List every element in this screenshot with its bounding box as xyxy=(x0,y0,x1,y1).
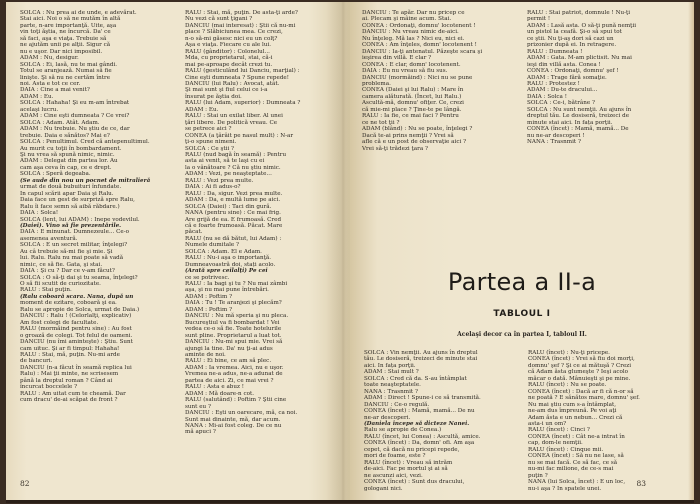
text-line: DANCIU (n-a făcut în seamă replica lui xyxy=(20,364,132,371)
page-number-left: 82 xyxy=(20,479,30,488)
text-line: noi. Asta e tot ce cer. xyxy=(20,80,81,87)
text-line: DAIA : Şi cu ? Dar ce v-am făcut? xyxy=(20,268,115,275)
left-page xyxy=(6,2,350,500)
text-line: Au murit cu toţii în bombardament. xyxy=(20,145,122,152)
text-line: DANCIU : Ralu ! (Celorlalţi, explicativ) xyxy=(20,313,132,320)
text-line: Şi nu vrea să spună nimic, nimic. xyxy=(20,151,115,158)
text-line: ADAM : Stai mult ? xyxy=(364,369,419,376)
text-line: Ralu) : Mai ţii minte, ne scrisesem xyxy=(20,371,119,378)
right-page xyxy=(350,2,694,500)
text-line: SOLCA : Cred că da. S-au întâmplat xyxy=(364,375,467,382)
text-line: SOLCA : Ce-i, bătrâne ? xyxy=(527,100,596,107)
text-line: mă apuci ? xyxy=(185,429,216,436)
text-line: SOLCA : Nu prea ai de unde, e adevărat. xyxy=(20,10,137,16)
text-line: ne ajutăm unii pe alţii. Sigur că xyxy=(20,42,111,49)
text-line: (Ralu coboară scara. Nana, după un xyxy=(20,293,134,300)
text-line: In capul scării apar Daia şi Ralu. xyxy=(20,190,114,197)
text-line: Dacă te-ai prins nemţii ? Vrei să xyxy=(362,132,454,139)
text-line: RALU (gesticulând lui Danciu, marţial) : xyxy=(185,68,300,75)
text-line: nu se mai facă. Ce să fac, ce să xyxy=(528,459,618,466)
text-line: DANCIU (mormăind) : Nici nu se pune xyxy=(362,74,473,81)
text-line: minute stai aici. In fața porţii. xyxy=(527,119,613,126)
part-heading: Partea a II-a xyxy=(447,268,597,296)
text-line: NANA (pentru sine) : Ce mai frig. xyxy=(185,210,281,217)
text-line: RALU (încet, lui Conea) : Ascultă, amice. xyxy=(364,433,481,440)
text-line: urmat de două bubuituri înfundate. xyxy=(20,184,122,191)
book-spread xyxy=(6,2,694,503)
text-line: CONEA (încet) : Da, domn' ofi. Am aşa xyxy=(364,440,475,447)
text-line: RALU : Ia bagi şi tu ? Nu mai zâmbi xyxy=(185,281,288,288)
text-line: CONEA (încet) : Cât ne-a intrat în xyxy=(528,433,625,440)
text-line: măcar o dată. Mânuieşti şi pe mine. xyxy=(528,375,631,382)
text-line: toate neaşteptatele. xyxy=(364,382,421,389)
text-line: Bucureştiul va fi bombardat ! Vei xyxy=(185,319,280,326)
text-line: mai pe-aproape decât crezi tu. xyxy=(185,61,273,68)
text-line: prizonier după ei. In retragere. xyxy=(527,42,617,49)
text-line: DANCIU : Nu-mi spui mie. Vrei să xyxy=(185,339,283,346)
text-line: ADAM : Eu. xyxy=(20,93,54,100)
tableau-heading: TABLOUL I xyxy=(493,309,551,319)
text-line: Totul se aranjează. Numai să fie xyxy=(20,68,112,75)
text-line: ADAM : Du-te dracului... xyxy=(527,87,598,94)
text-line: trebuie. Daia e sănătos? Mai e? xyxy=(20,132,110,139)
text-line: nimic, ce să fie. Gata, şi stai. xyxy=(20,261,103,268)
text-line: sunt pline. Proprietarul a luat tot. xyxy=(185,332,282,339)
text-line: DANCIU : Nu vreau nimic de-aici. xyxy=(362,29,459,36)
text-line: (Se aude din nou un pocnet de mitralieră xyxy=(20,177,151,184)
text-line: DAIA : Tu ! Te aranjezi şi plecăm? xyxy=(185,300,282,307)
text-line: SOLCA : Speră degeaba. xyxy=(20,171,91,178)
text-line: (Daniela începe să dicteze Nanei. xyxy=(364,420,470,427)
text-line: se petrece aici ? xyxy=(185,126,232,133)
text-line: RALU : Da, sigur. Vezi prea multe. xyxy=(185,190,283,197)
text-line: ne-am dus împreună. Pe voi aţi xyxy=(528,408,617,415)
text-line: camera alăturată. (Încet, lui Ralu.) xyxy=(362,93,462,100)
text-line: ADAM : Mă doare-n cot. xyxy=(185,390,255,397)
text-line: cap, dom-le nemţii. xyxy=(528,440,583,447)
text-line: RALU : Nu-i aşa o importanţă. xyxy=(185,255,272,262)
text-line: ajungi la tine. Da' nu ţi-ai adus xyxy=(185,345,273,352)
text-line: că mie-mi place ? Ţine-te pe lângă. xyxy=(362,106,462,113)
text-line: Stai aici. Noi o să ne mutăm în altă xyxy=(20,16,121,23)
left-page-column-1 xyxy=(20,10,175,450)
text-line: sunt eu ? xyxy=(185,403,211,410)
text-line: nu ne-ar descoperi ! xyxy=(527,132,585,139)
text-line: SOLCA : Hahaha! Şi eu m-am întrebat xyxy=(20,100,130,107)
text-line: ADAM : Vezi, pe neaşteptate... xyxy=(185,171,272,178)
text-line: DANCIU : Ia-ţi antenatul. Păzeşte scara şi xyxy=(362,48,483,55)
text-line: cepet, că dacă nu pricepi repede, xyxy=(364,446,460,453)
text-line: RALU : Asta e abuz ! xyxy=(185,384,245,391)
text-line: că e foarte frumoasă. Păcat. Mare xyxy=(185,222,283,229)
text-line: RALU : Am uitat cum te cheamă. Dar xyxy=(20,390,126,397)
right-page-top-column-1 xyxy=(362,10,517,152)
text-line: ai. Plecam şi mâine acum. Stai. xyxy=(362,16,452,23)
text-line: Ascultă-mă, domnu' ofiţer. Ce, crezi xyxy=(362,100,464,107)
text-line: păcat. xyxy=(185,229,203,236)
text-line: RALU : Dumneata ! xyxy=(527,48,583,55)
text-line: RALU : Protestez ! xyxy=(527,80,580,87)
text-line: DAIA : Eu nu vreau să fiu sus. xyxy=(362,68,448,75)
right-page-bottom-columns xyxy=(364,350,682,490)
text-line: ADAM : Direct ! Spune-i ce să transmită. xyxy=(364,395,481,402)
text-line: CONEA (încet) : Sunt dus dracului, xyxy=(364,479,465,486)
text-line: Dumneavoastră doi, stați acolo. xyxy=(185,261,276,268)
text-line: ADAM : Gata. M-am plictisit. Nu mai xyxy=(527,55,632,62)
text-line: NANA : Mi-ai fost coleg. De ce nu xyxy=(185,423,282,429)
text-line: DANCIU (mai interesat) : Ştii că nu-mi xyxy=(185,22,296,29)
text-line: RALU : Stai patriot, domnule ! Nu-ţi xyxy=(527,10,631,16)
text-line: de-aici. Fac pe mortul şi ai să xyxy=(364,466,448,473)
text-line: Nu înţeleg. Mă las ? Nici eu, nici ei. xyxy=(362,35,465,42)
right-page-bottom-column-1 xyxy=(364,350,518,490)
text-line: Ralu se apropie de Solca, urmat de Daia.) xyxy=(20,306,140,313)
text-line: RALU (încet) : Cinque mii. xyxy=(528,446,604,453)
text-line: Numele dumitale ? xyxy=(185,242,240,249)
text-line: SOLCA : O să-ţi dai şi tu seama, înţelegi? xyxy=(20,274,138,281)
text-line: ADAM : Ia vremea. Aici, nu e uşor. xyxy=(185,364,284,371)
text-line: RALU : Ei bine, ce am să plec. xyxy=(185,358,272,365)
text-line: Ralu se apropie de Conea.) xyxy=(364,427,442,434)
text-line: DANCIU : Nu mă speria şi nu pleca. xyxy=(185,313,289,320)
text-line: Aşa e viaţa. Fiecare cu ale lui. xyxy=(185,42,272,49)
text-line: aici. In fața porţii. xyxy=(364,362,416,369)
text-line: (Arată spre ceilalţi) Pe cei xyxy=(185,268,268,275)
right-page-top-columns xyxy=(362,10,682,152)
text-line: vedea ce-o să fie. Toate hotelurile xyxy=(185,326,282,333)
text-line: RALU (gânditor) : Colonelul... xyxy=(185,48,270,55)
text-line: SOLCA : Nu sunt nemţii. Au ajuns în xyxy=(527,106,632,113)
text-line: la o vânătoare ? Că nu ştiu nimic. xyxy=(185,164,281,171)
text-line: nu-i aşa ? In spatele unei. xyxy=(528,485,602,492)
text-line: aşa, şi nu mai pune întrebări. xyxy=(185,287,269,294)
text-line: RALU (nu se dă bătut, lui Adam) : xyxy=(185,235,282,242)
text-line: puţin ? xyxy=(528,472,548,479)
text-line: ţări libere. De politică vreau. Ce xyxy=(185,119,278,126)
text-line: RALU (nud bagă în seamă) : Pentru xyxy=(185,151,287,158)
text-line: DAIA : Solca ! xyxy=(527,93,567,100)
text-line: DAIA : Solca! xyxy=(20,210,59,217)
text-line: place ? Slăbiciunea mea. Ce crezi, xyxy=(185,29,283,36)
left-page-columns xyxy=(20,10,340,450)
text-line: Nu mai ştiu cum s-a întâmplat, xyxy=(528,401,617,408)
text-line: ce se potrivesc. xyxy=(185,274,230,281)
text-line: RALU (salutând) : Poftim ? Ştii cine xyxy=(185,397,287,404)
text-line: partea de aici. Zi, ce mai vrei ? xyxy=(185,377,274,384)
text-line: ieşirea din villă. E clar ? xyxy=(362,55,432,62)
text-line: parte, n-are importanţă. Uite, aşa xyxy=(20,22,117,29)
text-line: ne ascunzi aici, vezi. xyxy=(364,472,423,479)
text-line: dreptul tău. Le dosiseră, treizeci de xyxy=(527,113,630,120)
text-line: SOLCA (Daiei) : Taci din gură. xyxy=(185,203,272,210)
text-line: RALU (mormăind pentru sine) : Au fost xyxy=(20,326,132,333)
text-line: NANA : Trasnmit ? xyxy=(364,388,418,395)
text-line: tău. Le dosiseră, treizeci de minute stai xyxy=(364,356,478,363)
text-line: ne-ar descoperi. xyxy=(364,414,411,421)
right-page-top-column-2 xyxy=(527,10,682,146)
text-line: RALU : Vezi prea multe. xyxy=(185,177,254,184)
text-line: (Daiei). Vino să fie prezentările. xyxy=(20,222,122,229)
text-line: CONEA (a ţârâit pe nasul mult) : N-ar xyxy=(185,132,294,139)
text-line: RALU : Stai un exilat liber. Al unei xyxy=(185,113,283,120)
text-line: ADAM : Poftim ? xyxy=(185,306,233,313)
text-line: DANCIU (lui Ralu) : Avocat, atât. xyxy=(185,80,280,87)
text-line: cam uituc. Şi ar fi timpul: Hahaha! xyxy=(20,345,120,352)
text-line: mori de foame, este ? xyxy=(364,453,426,460)
text-line: DANCIU : Te apăr. Dar nu pricep ce xyxy=(362,10,465,16)
text-line: SOLCA : E un secret militar, înţelegi? xyxy=(20,242,128,249)
text-line: Au câ trebuie să-mi fie şi mie. Şi xyxy=(20,248,113,255)
text-line: ADAM (blând) : Nu se poate, înţelegi ? xyxy=(362,126,473,133)
text-line: DAIA : Cine a mai venit? xyxy=(20,87,90,94)
text-line: SOLCA : Adam. Atât. Adam. xyxy=(20,119,100,126)
text-line: CONEA : Am înţeles, domn' locotenent ! xyxy=(362,42,477,49)
page-edge xyxy=(688,2,694,500)
text-line: aminte de noi. xyxy=(185,352,226,359)
text-line: însurat pe ăştia doi. xyxy=(185,93,242,100)
text-line: asta-i un om? xyxy=(528,420,567,427)
text-line: ne poată ? E sănătos mare, domnu' şef. xyxy=(528,395,640,402)
text-line: ADAM : Eu. xyxy=(185,106,219,113)
text-line: RALU : Ia fie, ce mai faci ? Pentru xyxy=(362,113,459,120)
text-line: DAIA : E minunat. Dumnezeule... Ce-o xyxy=(20,229,130,236)
text-line: RALU : Stai, mă, puţin. De asta-ţi arde? xyxy=(185,10,298,16)
text-line: SOLCA : Penultimul. Cred că antepenultimul. xyxy=(20,139,150,146)
text-line: ADAM : Cine eşti dumneata ? Ce vrei? xyxy=(20,113,130,120)
text-line: Vremea ne-a adus, ne-a adunat de xyxy=(185,371,283,378)
text-line: vin toţi ăştia, ne încurcă. Da' ce xyxy=(20,29,111,36)
text-line: cum dracu' de-ai scăpat de front ? xyxy=(20,397,118,404)
text-line: ce ştii. Nu ţi-aş dori să cazi un xyxy=(527,35,614,42)
text-line: CONEA : E clar, domn' locotenent. xyxy=(362,61,461,68)
text-line: SOLCA : Ei, lasă, nu te mai gândi. xyxy=(20,61,118,68)
text-line: RALU (încet) : Nu-ţi pricepe. xyxy=(528,350,610,356)
text-line: CONEA (Daiei şi lui Ralu) : Mare în xyxy=(362,87,464,94)
text-line: Am fost colegi de facultate. xyxy=(20,319,99,326)
text-line: lui. Ralu. Ralu nu mai poate să vadă xyxy=(20,255,124,262)
text-line: Ralu îi face semn să aibă răbdare.) xyxy=(20,203,120,210)
text-line: RALU (încet) : Cinci ? xyxy=(528,427,590,434)
text-line: CONEA (încet) : Să nu ne lase, să xyxy=(528,453,624,460)
text-line: ce ne tot ţii ? xyxy=(362,119,400,126)
text-line: să faci, aşa e viaţa. Trebuie să xyxy=(20,35,107,42)
text-line: NANA (lui Solca, încet) : E un loc, xyxy=(528,479,626,486)
text-line: ADAM : Delegat din partea lor. Au xyxy=(20,158,118,165)
text-line: domnu' şef ? Şi ce ai mătuşă ? Crezi xyxy=(528,362,632,369)
text-line: CONEA (încet) : Mamă, mamă... De nu xyxy=(364,408,475,415)
text-line: ieşi din villă asta. Conea ! xyxy=(527,61,601,68)
text-line: NANA : Trasnmit ? xyxy=(527,139,581,146)
text-line: CONEA (încet) : Mamă, mamă... De xyxy=(527,126,629,133)
text-line: cam aşa ceva în cap, ce e drept. xyxy=(20,164,112,171)
text-line: CONEA (încet) : Vrei să fiu doi morţi, xyxy=(528,356,635,363)
text-line: moment de ezitare, coboară şi ea. xyxy=(20,300,117,307)
text-line: Are grijă de ea. E frumoasă. Cred xyxy=(185,216,282,223)
text-line: o groază de colegi. Tot felul de oameni. xyxy=(20,332,133,339)
text-line: Mda, cu proprietarul, stai, că-i xyxy=(185,55,273,62)
text-line: de bancuri. xyxy=(20,358,53,365)
text-line: SOLCA : Vin nemţii. Au ajuns în dreptul xyxy=(364,350,478,356)
text-line: SOLCA : Adam. El e Adam. xyxy=(185,248,262,255)
text-line: RALU (încet) : Vreau să intrăm xyxy=(364,459,453,466)
text-line: RALU : Stai, mă, puţin. Nu-mi arde xyxy=(20,352,120,359)
text-line: un pistol la ceafă. Şi-o să spui tot xyxy=(527,29,622,36)
text-line: RALU (încet) : Nu se poate. xyxy=(528,382,607,389)
text-line: n-o să-mi găsesc nici eu un colţ? xyxy=(185,35,278,42)
text-line: asemenea aventură. xyxy=(20,235,78,242)
text-line: permit ! xyxy=(527,16,551,23)
text-line: Vrei să-ţi trădezi ţara ? xyxy=(362,145,429,152)
text-line: SOLCA (lent, lui ADAM) : Inepe vodevilul. xyxy=(20,216,140,223)
text-line: linişte. Şi să nu ne certăm între xyxy=(20,74,111,81)
text-line: ADAM : Lasă asta. O să-ţi pună nemţii xyxy=(527,22,637,29)
text-line: nu-mi fac milione, de ce-s mai xyxy=(528,466,614,473)
left-page-column-2 xyxy=(185,10,340,450)
text-line: RALU : Stai puţin. xyxy=(20,287,72,294)
text-line: ADAM : Nu trebuie. Nu ştiu de ce, dar xyxy=(20,126,130,133)
text-line: până la dreptul roman ? Când ai xyxy=(20,377,113,384)
text-line: ADAM : Trage fără somaţie. xyxy=(527,74,607,81)
text-line: acelaşi lucru. xyxy=(20,106,59,113)
text-line: Adam ăsta e un nebun... Crezi că xyxy=(528,414,623,421)
text-line: problema. xyxy=(362,80,391,87)
text-line: O să fii scutit de curiozitate. xyxy=(20,281,101,288)
text-line: Sunt mai dinainte, mă, dar acum. xyxy=(185,416,281,423)
page-number-right: 83 xyxy=(636,479,646,488)
text-line: RALU (lui Adam, superior) : Dumneata ? xyxy=(185,100,301,107)
text-line: ADAM : Nu, desigur. xyxy=(20,55,79,62)
text-line: afle că e un post de observaţie aici ? xyxy=(362,139,467,146)
text-line: Cine eşti dumneata ? Spune repede! xyxy=(185,74,290,81)
text-line: asta ai venit, să te laşi cu ei xyxy=(185,158,265,165)
text-line: DANCIU (nu îmi aminteşte) : Ştiu. Sunt xyxy=(20,339,133,346)
text-line: încurcat boccelele ? xyxy=(20,384,78,391)
text-line: ADAM : Da, e multă lume pe aici. xyxy=(185,197,281,204)
text-line: CONEA (încet) : Dacă ar fi că n-or să xyxy=(528,388,634,395)
text-line: Şi mai sunt şi fiul celui ce i-a xyxy=(185,87,268,94)
text-line: ADAM : Poftim ? xyxy=(185,293,233,300)
text-line: DANCIU : Eşti un oarecare, mă, ca noi. xyxy=(185,410,298,417)
text-line: SOLCA : Ce ştii ? xyxy=(185,145,235,152)
text-line: Daia face un gest de surpriză spre Ralu, xyxy=(20,197,135,204)
text-line: gologani nici. xyxy=(364,485,403,492)
text-line: Nu vezi că sunt ţigani ? xyxy=(185,16,253,23)
text-line: DANCIU : Ce-o regulă. xyxy=(364,401,430,408)
text-line: CONEA : Ordonaţi, domnu' şef ! xyxy=(527,68,619,75)
stage-direction-note: Acelaşi decor ca în partea I, tabloul II. xyxy=(457,331,587,338)
text-line: DAIA : Ai fi adus-o? xyxy=(185,184,241,191)
text-line: că Adam ăsta glumeşte ? Ieşi acolo xyxy=(528,369,629,376)
text-line: ţi-o spune nimeni. xyxy=(185,139,237,146)
right-page-bottom-column-2 xyxy=(528,350,682,490)
text-line: CONEA : Ordonaţi, domnu' locotenent ! xyxy=(362,22,476,29)
text-line: nu e uşor. Dar nici imposibil. xyxy=(20,48,103,55)
